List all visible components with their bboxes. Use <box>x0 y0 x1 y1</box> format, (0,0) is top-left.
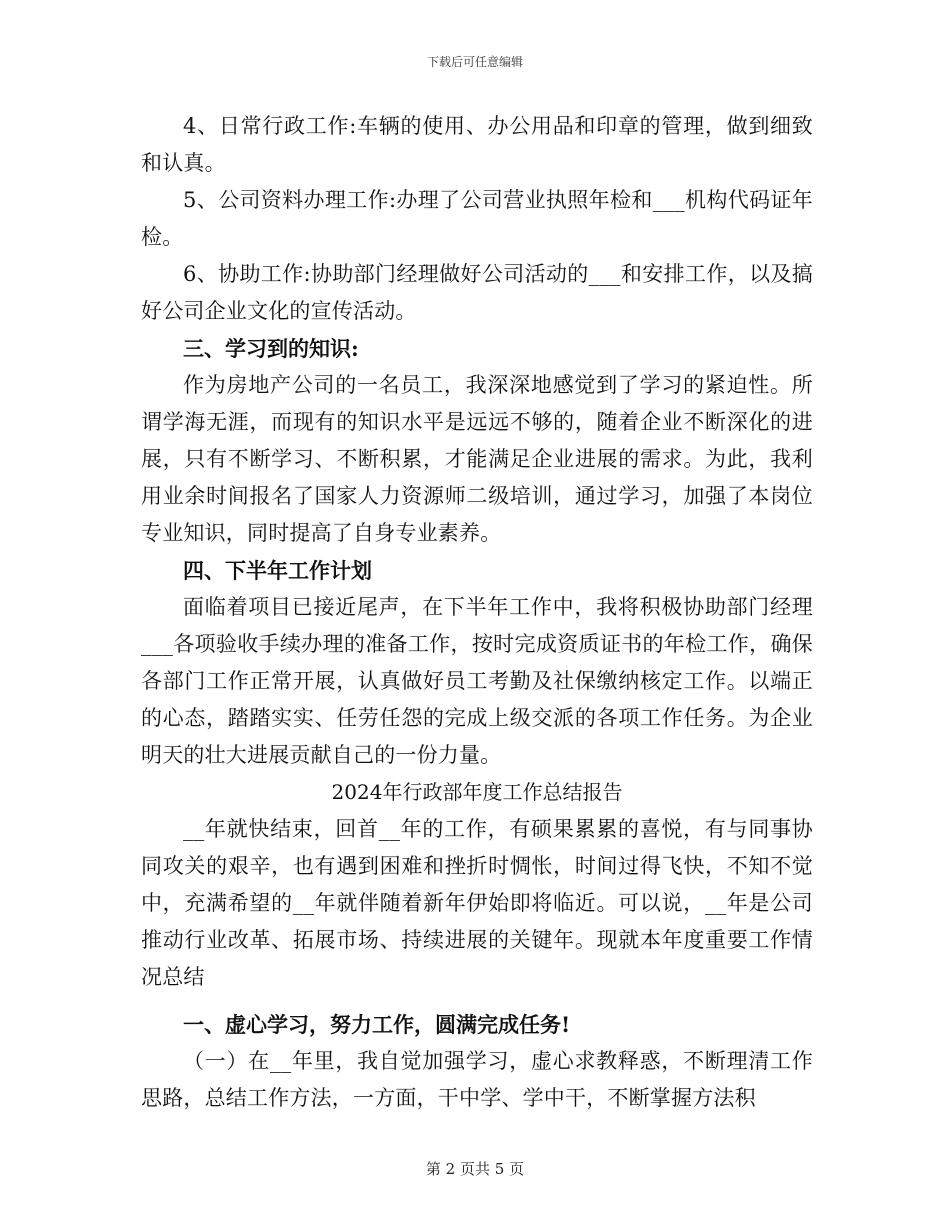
paragraph-plan: 面临着项目已接近尾声，在下半年工作中，我将积极协助部门经理___各项验收手续办理的准备工作，按时完成资质证书的年检工作，确保各部门工作正常开展，认真做好员工考勤及社保缴纳核定工作。以端正的心态，踏踏实实、任劳任怨的完成上级交派的各项工作任务。为企业明天的壮大进展贡献自己的一份力量。 <box>141 595 813 767</box>
section-heading-knowledge: 三、学习到的知识: <box>183 336 359 361</box>
section-heading-plan: 四、下半年工作计划 <box>183 558 372 583</box>
paragraph-intro: __年就快结束，回首__年的工作，有硕果累累的喜悦，有与同事协同攻关的艰辛，也有遇到困难和挫折时惆怅，时间过得飞快，不知不觉中，充满希望的__年就伴随着新年伊始即将临近。可以说，__年是公司推动行业改革、拓展市场、持续进展的关键年。现就本年度重要工作情况总结 <box>141 817 813 989</box>
paragraph-study: 作为房地产公司的一名员工，我深深地感觉到了学习的紧迫性。所谓学海无涯，而现有的知识水平是远远不够的，随着企业不断深化的进展，只有不断学习、不断积累，才能满足企业进展的需求。为此，我利用业余时间报名了国家人力资源师二级培训，通过学习，加强了本岗位专业知识，同时提高了自身专业素养。 <box>141 373 813 545</box>
page-header-note: 下载后可任意编辑 <box>426 55 523 69</box>
paragraph-item-5: 5、公司资料办理工作:办理了公司营业执照年检和___机构代码证年检。 <box>141 188 813 249</box>
page-number: 第 2 页共 5 页 <box>425 1160 525 1178</box>
paragraph-subsection-1: （一）在__年里，我自觉加强学习，虚心求教释惑，不断理清工作思路，总结工作方法，一方面，干中学、学中干，不断掌握方法积 <box>141 1049 813 1110</box>
paragraph-item-4: 4、日常行政工作:车辆的使用、办公用品和印章的管理，做到细致和认真。 <box>141 114 813 175</box>
section-heading-learning: 一、虚心学习，努力工作，圆满完成任务! <box>183 1012 571 1037</box>
report-title: 2024年行政部年度工作总结报告 <box>331 780 623 804</box>
document-body <box>141 108 813 1117</box>
paragraph-item-6: 6、协助工作:协助部门经理做好公司活动的___和安排工作，以及搞好公司企业文化的宣传活动。 <box>141 262 813 323</box>
